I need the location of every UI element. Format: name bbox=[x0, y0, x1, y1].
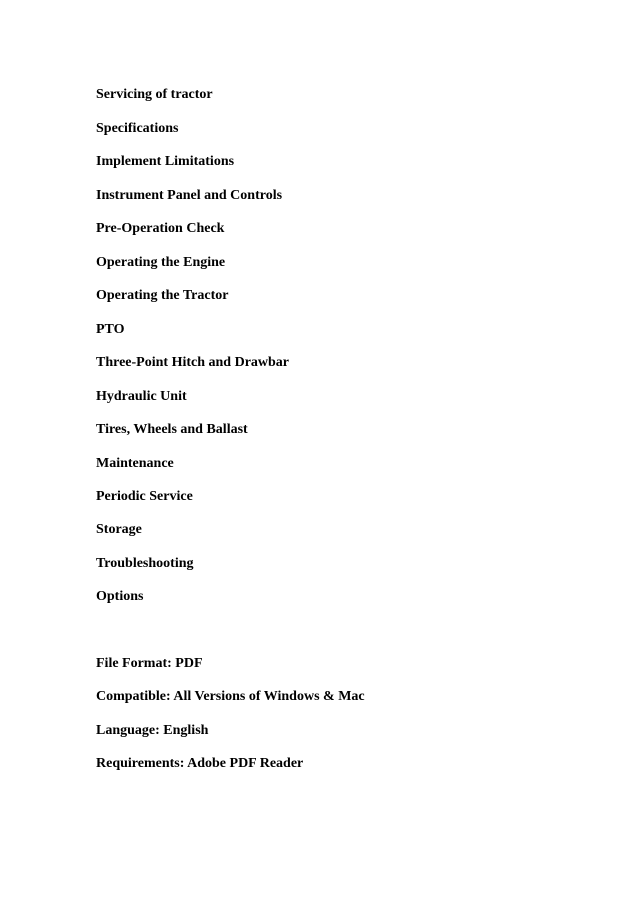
section-item: Three-Point Hitch and Drawbar bbox=[96, 355, 290, 370]
section-item: Pre-Operation Check bbox=[96, 221, 225, 236]
section-item: Troubleshooting bbox=[96, 556, 194, 571]
section-item: Specifications bbox=[96, 121, 179, 136]
section-item: Maintenance bbox=[96, 456, 174, 471]
section-item: PTO bbox=[96, 322, 125, 337]
section-item: Operating the Tractor bbox=[96, 288, 229, 303]
section-item: Instrument Panel and Controls bbox=[96, 188, 283, 203]
section-item: Hydraulic Unit bbox=[96, 389, 187, 404]
section-item: Operating the Engine bbox=[96, 255, 226, 270]
section-item: Options bbox=[96, 589, 144, 604]
section-item: Storage bbox=[96, 522, 142, 537]
section-item: Servicing of tractor bbox=[96, 87, 213, 102]
requirements: Requirements: Adobe PDF Reader bbox=[96, 756, 304, 771]
section-item: Periodic Service bbox=[96, 489, 193, 504]
file-format: File Format: PDF bbox=[96, 656, 203, 671]
section-item: Tires, Wheels and Ballast bbox=[96, 422, 248, 437]
section-item: Implement Limitations bbox=[96, 154, 235, 169]
language: Language: English bbox=[96, 723, 209, 738]
compatibility: Compatible: All Versions of Windows & Mac bbox=[96, 689, 365, 704]
